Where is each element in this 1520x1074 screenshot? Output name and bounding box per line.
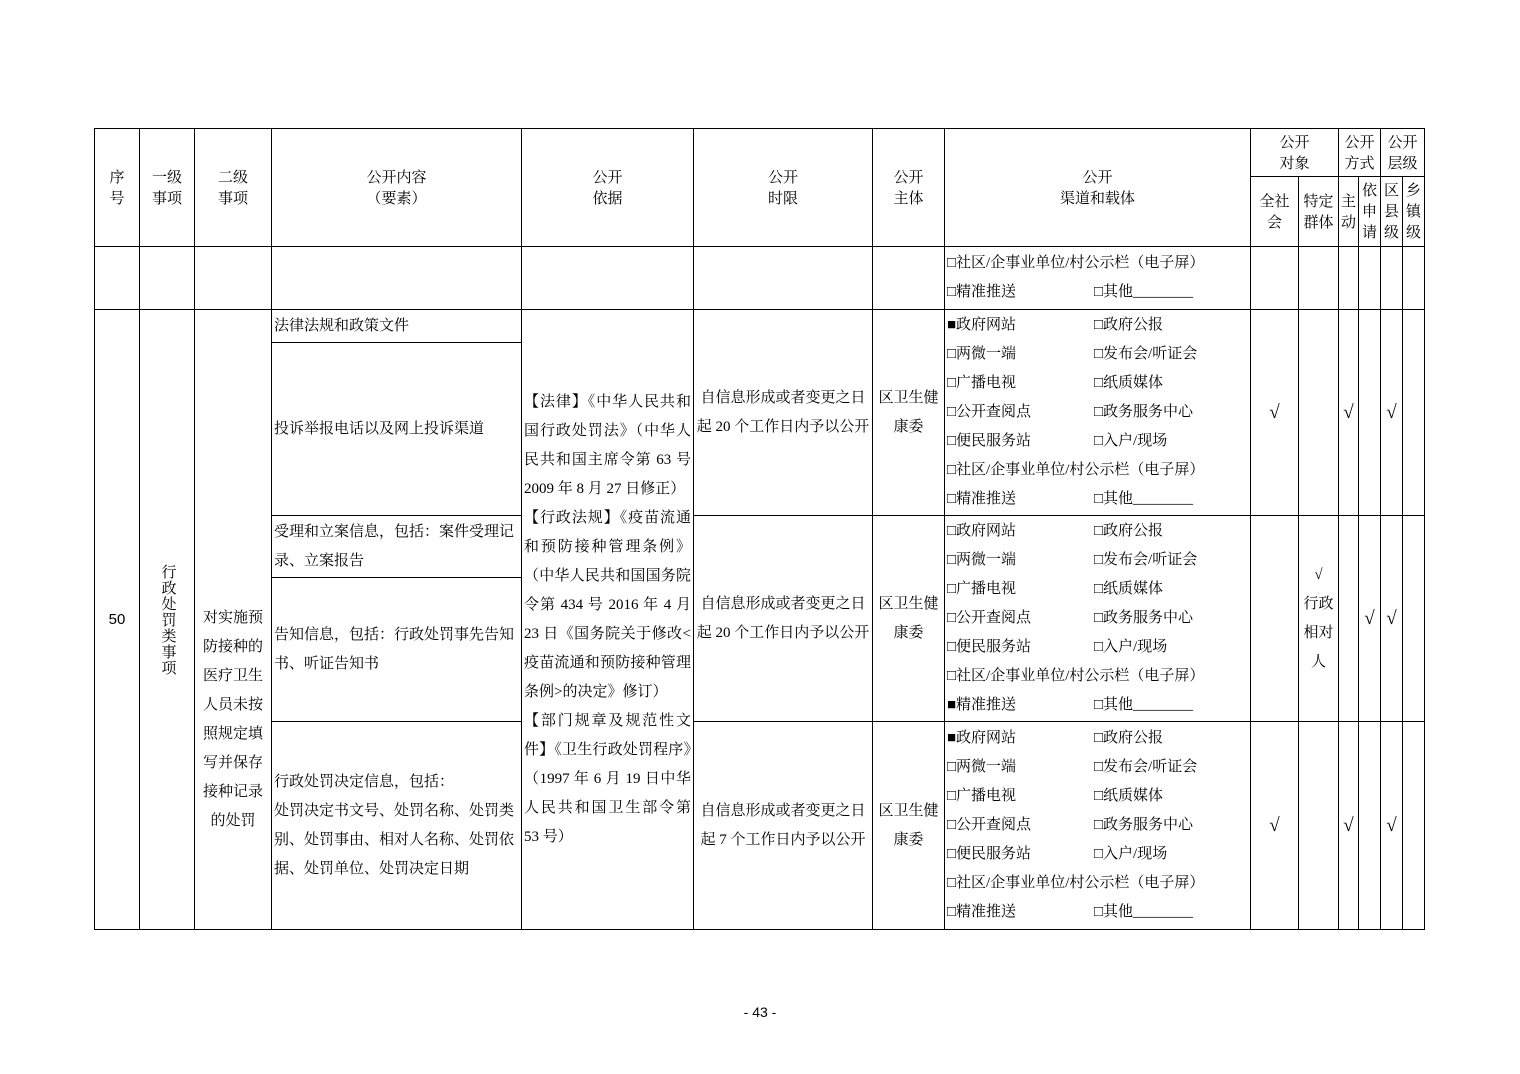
channel-option: □公开查阅点 — [947, 817, 1032, 833]
channel-option: □其他________ — [1094, 904, 1194, 920]
subject-1: 区卫生健康委 — [873, 310, 945, 516]
channel-option: □政府公报 — [1094, 523, 1164, 539]
channel-option: ■政府网站 — [947, 317, 1017, 333]
channel-line — [945, 575, 1250, 604]
channel-option: □广播电视 — [947, 581, 1017, 597]
channels-3 — [945, 722, 1251, 930]
channel-line — [945, 633, 1250, 662]
channel-line — [945, 604, 1250, 633]
table-row — [95, 516, 1425, 578]
channel-line — [945, 753, 1250, 782]
channel-line — [945, 398, 1250, 427]
channel-option: □入户/现场 — [1094, 639, 1168, 655]
table-row — [95, 310, 1425, 343]
channel-line — [945, 311, 1250, 340]
header-level2: 二级 事项 — [195, 129, 272, 247]
method-apply-2: √ — [1359, 516, 1381, 722]
channels-1 — [945, 310, 1251, 516]
header-level1: 一级 事项 — [140, 129, 195, 247]
content-decision: 行政处罚决定信息，包括： 处罚决定书文号、处罚名称、处罚类别、处罚事由、相对人名称、处罚依据、处罚单位、处罚决定日期 — [272, 722, 522, 930]
channel-line — [945, 869, 1250, 898]
method-apply-3 — [1359, 722, 1381, 930]
header-target-all: 全社 会 — [1251, 177, 1299, 247]
item-level1: 行政处罚类事项 — [140, 310, 195, 930]
page-number: - 43 - — [743, 1004, 777, 1020]
channel-line — [945, 662, 1250, 691]
channel-option: □两微一端 — [947, 552, 1017, 568]
tier-county-2: √ — [1381, 516, 1403, 722]
channel-option: □政务服务中心 — [1094, 610, 1194, 626]
channel-line — [945, 724, 1250, 753]
channel-line — [945, 691, 1250, 720]
target-specific-1 — [1299, 310, 1339, 516]
channels-2 — [945, 516, 1251, 722]
method-active-1: √ — [1339, 310, 1359, 516]
channel-option: □发布会/听证会 — [1094, 552, 1198, 568]
header-deadline: 公开 时限 — [694, 129, 873, 247]
continued-row — [95, 247, 1425, 310]
content-complaint: 投诉举报电话以及网上投诉渠道 — [272, 343, 522, 516]
header-content: 公开内容 （要素） — [272, 129, 522, 247]
tier-county-3: √ — [1381, 722, 1403, 930]
target-specific-3 — [1299, 722, 1339, 930]
channel-option: □政府网站 — [947, 523, 1017, 539]
method-active-3: √ — [1339, 722, 1359, 930]
content-filing: 受理和立案信息，包括：案件受理记录、立案报告 — [272, 516, 522, 578]
deadline-1: 自信息形成或者变更之日起 20 个工作日内予以公开 — [694, 310, 873, 516]
table-row — [95, 722, 1425, 930]
channel-option: □公开查阅点 — [947, 404, 1032, 420]
deadline-3: 自信息形成或者变更之日起 7 个工作日内予以公开 — [694, 722, 873, 930]
channel-line: □社区/企事业单位/村公示栏（电子屏） — [947, 255, 1205, 271]
channel-option: □便民服务站 — [947, 639, 1032, 655]
channel-line — [945, 546, 1250, 575]
channel-line — [945, 456, 1250, 485]
header-tier-county: 区 县 级 — [1381, 177, 1403, 247]
target-all-3: √ — [1251, 722, 1299, 930]
continued-channels — [945, 247, 1251, 310]
header-target: 公开 对象 — [1251, 129, 1339, 177]
channel-option: □纸质媒体 — [1094, 788, 1164, 804]
channel-option: □入户/现场 — [1094, 433, 1168, 449]
item-level2: 对实施预防接种的医疗卫生人员未按照规定填写并保存接种记录的处罚 — [195, 310, 272, 930]
header-channels: 公开 渠道和载体 — [945, 129, 1251, 247]
channel-option: □精准推送 — [947, 904, 1017, 920]
channel-option: □政府公报 — [1094, 317, 1164, 333]
channel-option: □其他________ — [1094, 697, 1194, 713]
header-basis: 公开 依据 — [522, 129, 694, 247]
channel-option: □便民服务站 — [947, 433, 1032, 449]
channel-option: □社区/企事业单位/村公示栏（电子屏） — [947, 462, 1205, 478]
target-specific-2: √ 行政 相对 人 — [1299, 516, 1339, 722]
method-active-2 — [1339, 516, 1359, 722]
method-apply-1 — [1359, 310, 1381, 516]
channel-option: □两微一端 — [947, 759, 1017, 775]
item-seq: 50 — [95, 310, 140, 930]
channel-option: □便民服务站 — [947, 846, 1032, 862]
content-laws: 法律法规和政策文件 — [272, 310, 522, 343]
channel-option: □其他________ — [1094, 491, 1194, 507]
content-notice: 告知信息，包括：行政处罚事先告知书、听证告知书 — [272, 578, 522, 722]
header-tier-town: 乡 镇 级 — [1403, 177, 1425, 247]
tier-town-1 — [1403, 310, 1425, 516]
channel-line — [945, 898, 1250, 927]
header-method: 公开 方式 — [1339, 129, 1381, 177]
channel-option: □政务服务中心 — [1094, 404, 1194, 420]
tier-town-3 — [1403, 722, 1425, 930]
channel-option: □广播电视 — [947, 375, 1017, 391]
deadline-2: 自信息形成或者变更之日起 20 个工作日内予以公开 — [694, 516, 873, 722]
header-tier: 公开 层级 — [1381, 129, 1425, 177]
channel-line — [945, 840, 1250, 869]
channel-line — [945, 811, 1250, 840]
channel-line — [945, 782, 1250, 811]
header-target-specific: 特定 群体 — [1299, 177, 1339, 247]
target-all-1: √ — [1251, 310, 1299, 516]
target-all-2 — [1251, 516, 1299, 722]
channel-option: □精准推送 — [947, 491, 1017, 507]
channel-line — [945, 427, 1250, 456]
subject-2: 区卫生健康委 — [873, 516, 945, 722]
channel-line — [945, 340, 1250, 369]
channel-option: ■政府网站 — [947, 730, 1017, 746]
channel-option: □政务服务中心 — [1094, 817, 1194, 833]
header-subject: 公开 主体 — [873, 129, 945, 247]
channel-option: ■精准推送 — [947, 697, 1017, 713]
channel-option: □政府公报 — [1094, 730, 1164, 746]
channel-option: □社区/企事业单位/村公示栏（电子屏） — [947, 668, 1205, 684]
item-basis: 【法律】《中华人民共和国行政处罚法》（中华人民共和国主席令第 63 号 2009 年 8 月 27 日修正） 【行政法规】《疫苗流通和预防接种管理条例》（中华人民共和国国务院令第 434 号 2016 年 4 月 23 日《国务院关于修改<疫苗流通和预防接种管理条例>的决定》修订） 【部门规章及规范性文件】《卫生行政处罚程序》（1997 年 6 月 19 日中华人民共和国卫生部令第 53 号） — [522, 310, 694, 930]
subject-3: 区卫生健康委 — [873, 722, 945, 930]
header-method-apply: 依 申 请 — [1359, 177, 1381, 247]
disclosure-table — [94, 128, 1425, 930]
tier-town-2 — [1403, 516, 1425, 722]
channel-option: □两微一端 — [947, 346, 1017, 362]
channel-option: □入户/现场 — [1094, 846, 1168, 862]
channel-option: □社区/企事业单位/村公示栏（电子屏） — [947, 875, 1205, 891]
channel-option: □发布会/听证会 — [1094, 346, 1198, 362]
channel-line: □精准推送 □其他________ — [947, 284, 1194, 300]
channel-line — [945, 369, 1250, 398]
tier-county-1: √ — [1381, 310, 1403, 516]
channel-option: □广播电视 — [947, 788, 1017, 804]
channel-line — [945, 485, 1250, 514]
header-seq: 序 号 — [95, 129, 140, 247]
channel-option: □纸质媒体 — [1094, 581, 1164, 597]
header-method-active: 主 动 — [1339, 177, 1359, 247]
channel-option: □公开查阅点 — [947, 610, 1032, 626]
channel-line — [945, 517, 1250, 546]
channel-option: □发布会/听证会 — [1094, 759, 1198, 775]
channel-option: □纸质媒体 — [1094, 375, 1164, 391]
